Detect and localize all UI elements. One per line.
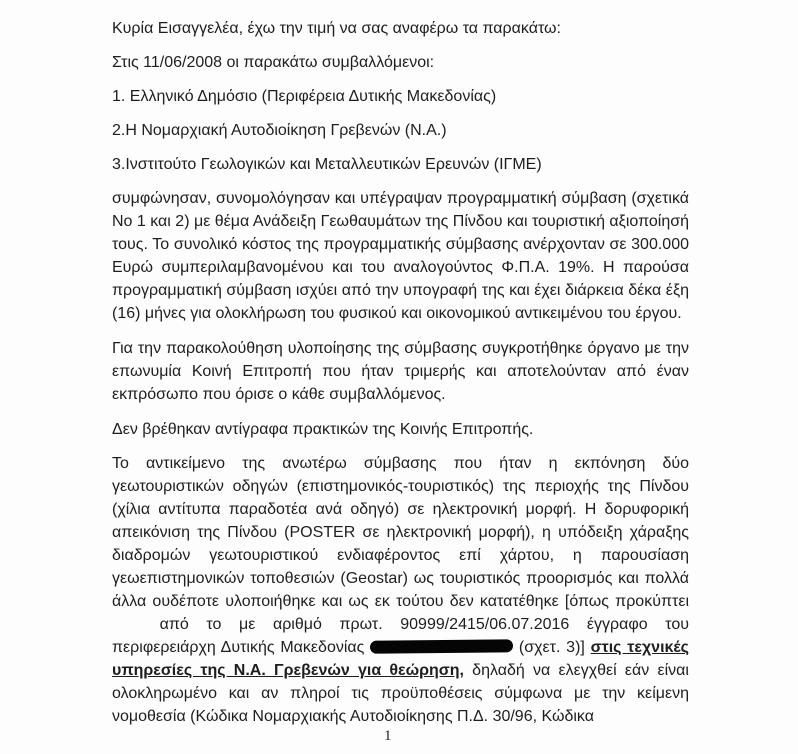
- paragraph-object: [112, 452, 689, 728]
- salutation: Κυρία Εισαγγελέα, έχω την τιμή να σας αναφέρω τα παρακάτω:: [112, 20, 561, 37]
- object-text-part2: από το με αριθμό πρωτ. 90999/2415/06.07.2016 έγγραφο του περιφερειάρχη Δυτικής Μακεδονίας: [112, 616, 689, 656]
- object-text-part3: (σχετ. 3)]: [518, 639, 585, 656]
- paragraph-no-minutes: Δεν βρέθηκαν αντίγραφα πρακτικών της Κοινής Επιτροπής.: [112, 421, 534, 438]
- emphasized-text: στις τεχνικές υπηρεσίες της Ν.Α. Γρεβενών για θεώρηση,: [112, 639, 689, 679]
- document-body: [112, 17, 689, 740]
- object-text-part4: δηλαδή να ελεγχθεί εάν είναι ολοκληρωμένο και αν πληροί τις προϋποθέσεις σύμφωνα με την κείμενη νομοθεσία (Κώδικα Νομαρχιακής Αυτοδιοίκησης Π.Δ. 30/96, Κώδικα: [112, 662, 689, 725]
- party-item: 3.Ινστιτούτο Γεωλογικών και Μεταλλευτικών Ερευνών (ΙΓΜΕ): [112, 156, 542, 173]
- party-item: 1. Ελληνικό Δημόσιο (Περιφέρεια Δυτικής Μακεδονίας): [112, 88, 497, 105]
- intro-line: Στις 11/06/2008 οι παρακάτω συμβαλλόμενοι:: [112, 54, 435, 71]
- page-number: 1: [384, 728, 392, 744]
- paragraph-agreement: συμφώνησαν, συνομολόγησαν και υπέγραψαν προγραμματική σύμβαση (σχετικά Νο 1 και 2) με θέμα Ανάδειξη Γεωθαυμάτων της Πίνδου και τουριστική αξιοποίησή τους. Το συνολικό κόστος της προγραμματικής σύμβασης ανέρχονταν σε 300.000 Ευρώ συμπεριλαμβανομένου και του αναλογούντος Φ.Π.Α. 19%. Η παρούσα προγραμματική σύμβαση ισχύει από την υπογραφή της και έχει διάρκεια δέκα έξη (16) μήνες για ολοκλήρωση του φυσικού και οικονομικού αντικειμένου του έργου.: [112, 190, 690, 322]
- paragraph-committee: Για την παρακολούθηση υλοποίησης της σύμβασης συγκροτήθηκε όργανο με την επωνυμία Κοινή Επιτροπή που ήταν τριμερής και αποτελούνταν από έναν εκπρόσωπο που όρισε ο κάθε συμβαλλόμενος.: [112, 340, 689, 403]
- object-text-part1: Το αντικείμενο της ανωτέρω σύμβασης που ήταν η εκπόνηση δύο γεωτουριστικών οδηγών (επιστημονικός-τουριστικός) της περιοχής της Πίνδου (χίλια αντίτυπα παραδοτέα ανά οδηγό) σε ηλεκτρονική μορφή. Η δορυφορική απεικόνιση της Πίνδου (POSTER σε ηλεκτρονική μορφή), η υπόδειξη χάραξης διαδρομών γεωτουριστικού ενδιαφέροντος επί χάρτου, η παρουσίαση γεωεπιστημονικών τοποθεσιών (Geostar) ως τουριστικός προορισμός και πολλά άλλα ουδέποτε υλοποιήθηκε και ως εκ τούτου δεν κατατέθηκε [όπως προκύπτει: [112, 455, 689, 610]
- redaction-bar: [370, 639, 513, 653]
- party-item: 2.Η Νομαρχιακή Αυτοδιοίκηση Γρεβενών (Ν.Α.): [112, 122, 447, 139]
